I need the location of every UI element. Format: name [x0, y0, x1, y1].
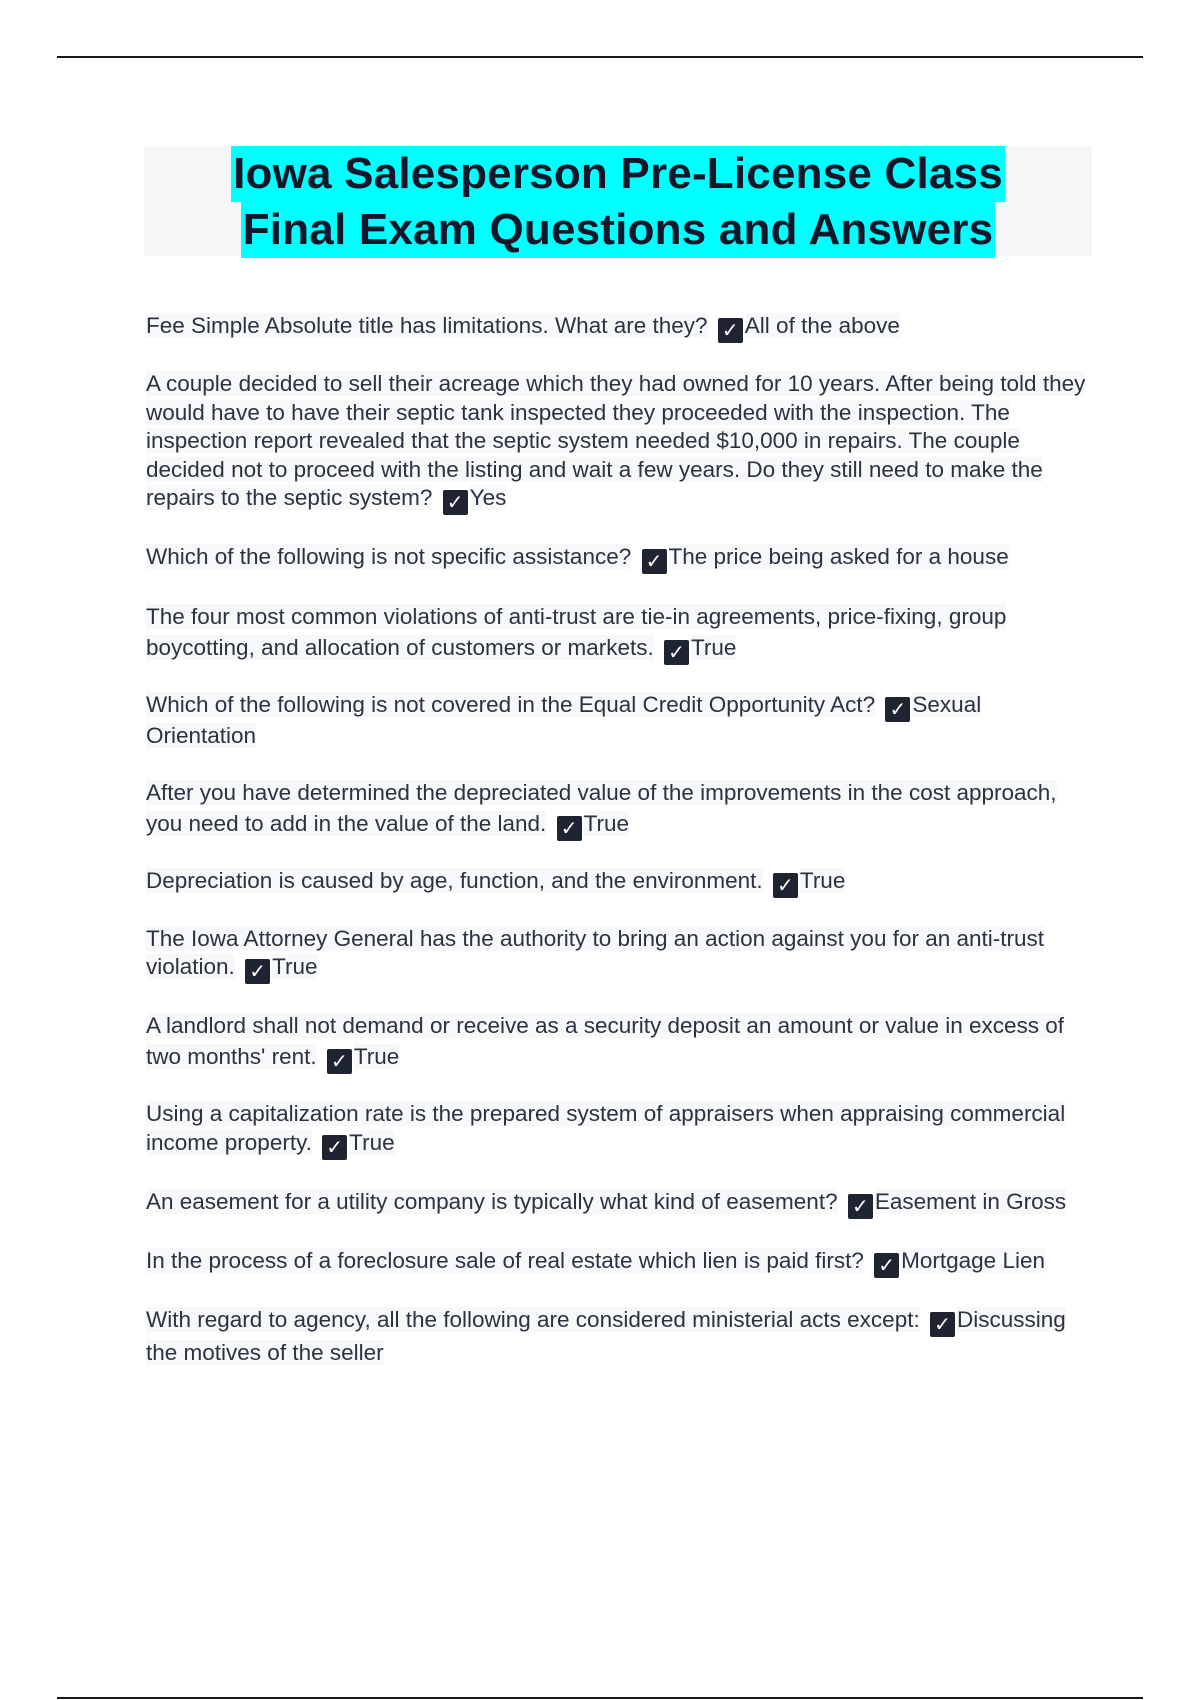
question-text: A landlord shall not demand or receive as a security deposit an amount or value in excess of two months' rent.: [146, 1013, 1065, 1069]
qa-item-6: [146, 777, 1096, 841]
qa-item-1: [146, 312, 1096, 343]
qa-item-4: [146, 601, 1096, 665]
qa-list: [146, 312, 1096, 1368]
check-icon: ✓: [322, 1135, 347, 1160]
question-text: The four most common violations of anti-trust are tie-in agreements, price-fixing, group boycotting, and allocation of customers or markets.: [146, 604, 1007, 660]
qa-item-3: [146, 543, 1096, 574]
question-text: Using a capitalization rate is the prepared system of appraisers when appraising commercial income property.: [146, 1101, 1066, 1155]
check-icon: ✓: [930, 1312, 955, 1337]
qa-item-5: [146, 691, 1096, 751]
answer-text: Discussing the motives of the seller: [146, 1306, 1066, 1365]
question-text: With regard to agency, all the following are considered ministerial acts except:: [146, 1306, 920, 1332]
qa-item-12: [146, 1247, 1096, 1278]
check-icon: ✓: [557, 816, 582, 841]
qa-item-7: [146, 867, 1096, 898]
title-line-2: Final Exam Questions and Answers: [241, 202, 996, 258]
check-icon: ✓: [443, 490, 468, 515]
answer-text: True: [349, 1129, 395, 1155]
answer-text: The price being asked for a house: [668, 544, 1009, 569]
top-rule: [57, 56, 1143, 58]
question-text: After you have determined the depreciated value of the improvements in the cost approach, you need to add in the value of the land.: [146, 779, 1057, 836]
check-icon: ✓: [245, 959, 270, 984]
question-text: Depreciation is caused by age, function, and the environment.: [146, 867, 763, 893]
question-text: Fee Simple Absolute title has limitations. What are they?: [146, 313, 708, 338]
answer-text: True: [691, 635, 737, 660]
title-line-1: Iowa Salesperson Pre-License Class: [231, 146, 1005, 202]
check-icon: ✓: [848, 1194, 873, 1219]
qa-item-11: [146, 1188, 1096, 1219]
qa-item-10: [146, 1100, 1096, 1160]
check-icon: ✓: [885, 697, 910, 722]
answer-text: Mortgage Lien: [901, 1247, 1045, 1273]
bottom-rule: [57, 1697, 1143, 1699]
question-text: The Iowa Attorney General has the authority to bring an action against you for an anti-trust violation.: [146, 925, 1045, 979]
question-text: Which of the following is not specific assistance?: [146, 544, 632, 569]
question-text: In the process of a foreclosure sale of real estate which lien is paid first?: [146, 1247, 864, 1273]
qa-item-9: [146, 1010, 1096, 1074]
answer-text: Easement in Gross: [874, 1188, 1067, 1214]
answer-text: All of the above: [744, 313, 900, 338]
title-banner: [144, 146, 1092, 256]
check-icon: ✓: [664, 640, 689, 665]
answer-text: True: [583, 810, 630, 836]
question-text: A couple decided to sell their acreage which they had owned for 10 years. After being told they would have to have their septic tank inspected they proceeded with the inspection. The inspection report revealed that the septic system needed $10,000 in repairs. The couple decided not to proceed with the listing and wait a few years. Do they still need to make the repairs to the septic system?: [146, 371, 1086, 510]
check-icon: ✓: [718, 318, 743, 343]
check-icon: ✓: [327, 1049, 352, 1074]
question-text: Which of the following is not covered in the Equal Credit Opportunity Act?: [146, 692, 876, 717]
qa-item-13: [146, 1304, 1096, 1368]
qa-item-8: [146, 925, 1096, 985]
answer-text: Yes: [469, 485, 507, 510]
check-icon: ✓: [773, 873, 798, 898]
answer-text: Sexual Orientation: [146, 692, 982, 748]
check-icon: ✓: [642, 549, 667, 574]
answer-text: True: [272, 954, 318, 979]
question-text: An easement for a utility company is typically what kind of easement?: [146, 1188, 838, 1214]
qa-item-2: [146, 370, 1096, 515]
check-icon: ✓: [874, 1253, 899, 1278]
answer-text: True: [799, 867, 846, 893]
answer-text: True: [353, 1044, 400, 1069]
